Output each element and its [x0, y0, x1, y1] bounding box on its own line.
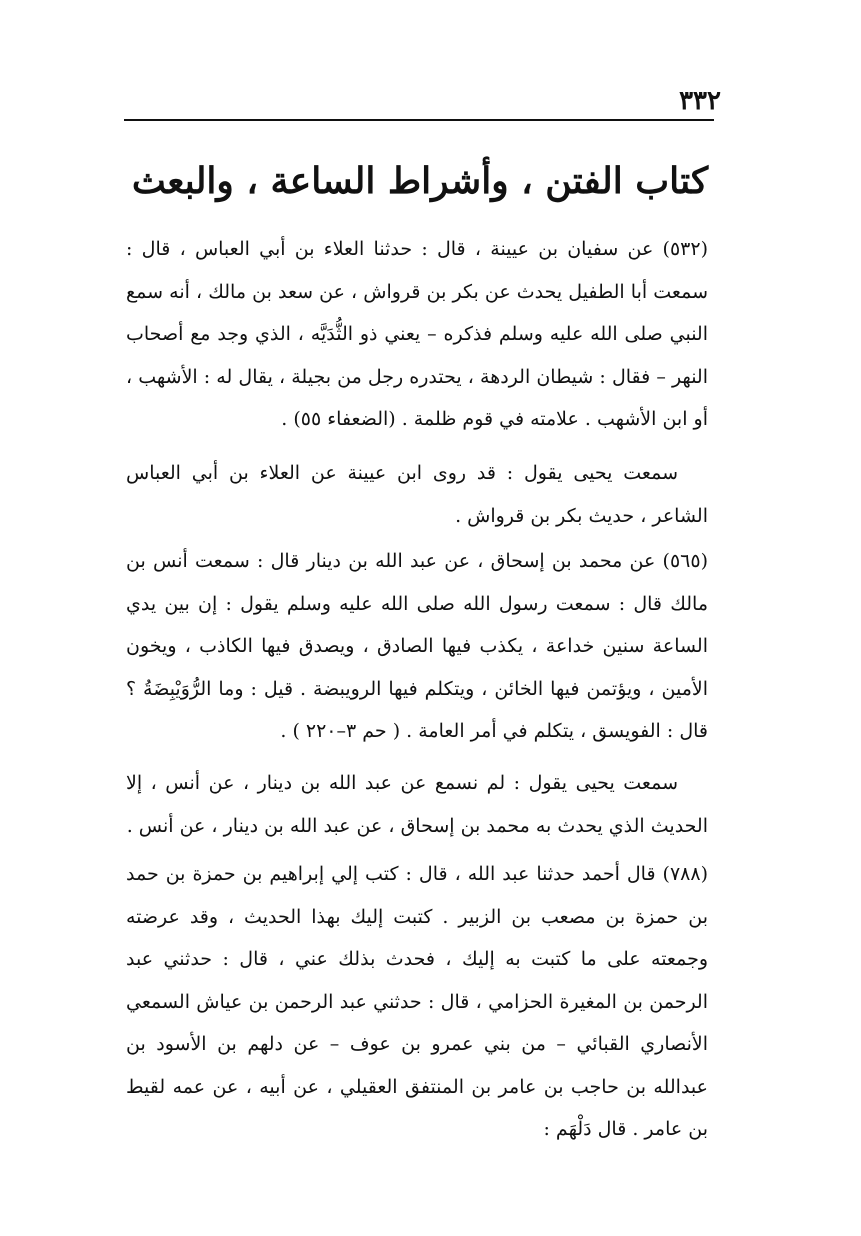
hadith-788: (٧٨٨) قال أحمد حدثنا عبد الله ، قال : كتب إلي إبراهيم بن حمزة بن حمد بن حمزة بن مصعب بن الزبير . كتبت إليك بهذا الحديث ، وقد عرضته وجمعته على ما كتبت به إليك ، فحدث بذلك عني ، قال : حدثني عبد الرحمن بن المغيرة الحزامي ، قال : حدثني عبد الرحمن بن عياش السمعي الأنصاري القبائي – من بني عمرو بن عوف – عن دلهم بن الأسود بن عبدالله بن حاجب بن عامر بن المنتفق العقيلي ، عن أبيه ، عن عمه لقيط بن عامر . قال دَلْهَم :: [126, 863, 708, 1140]
header-rule: [124, 119, 714, 121]
yahya-note-1: سمعت يحيى يقول : قد روى ابن عيينة عن العلاء بن أبي العباس الشاعر ، حديث بكر بن قرواش .: [126, 462, 708, 527]
yahya-note-2: سمعت يحيى يقول : لم نسمع عن عبد الله بن دينار ، عن أنس ، إلا الحديث الذي يحدث به محمد بن إسحاق ، عن عبد الله بن دينار ، عن أنس .: [126, 772, 708, 837]
page-title: كتاب الفتن ، وأشراط الساعة ، والبعث: [131, 160, 709, 202]
hadith-532: (٥٣٢) عن سفيان بن عيينة ، قال : حدثنا العلاء بن أبي العباس ، قال : سمعت أبا الطفيل يحدث عن بكر بن قرواش ، عن سعد بن مالك ، أنه سمع النبي صلى الله عليه وسلم فذكره – يعني ذو الثُّدَيَّه ، الذي وجد مع أصحاب النهر – فقال : شيطان الردهة ، يحتدره رجل من بجيلة ، يقال له : الأشهب ، أو ابن الأشهب . علامته في قوم ظلمة . (الضعفاء ٥٥) .: [126, 238, 708, 430]
hadith-565: (٥٦٥) عن محمد بن إسحاق ، عن عبد الله بن دينار قال : سمعت أنس بن مالك قال : سمعت رسول الله صلى الله عليه وسلم يقول : إن بين يدي الساعة سنين خداعة ، يكذب فيها الصادق ، ويصدق فيها الكاذب ، ويخون الأمين ، ويؤتمن فيها الخائن ، ويتكلم فيها الرويبضة . قيل : وما الرُّوَيْبِضَةُ ؟ قال : الفويسق ، يتكلم في أمر العامة . ( حم ٣–٢٢٠ ) .: [126, 550, 708, 742]
page-number: ٣٣٢: [679, 86, 721, 116]
